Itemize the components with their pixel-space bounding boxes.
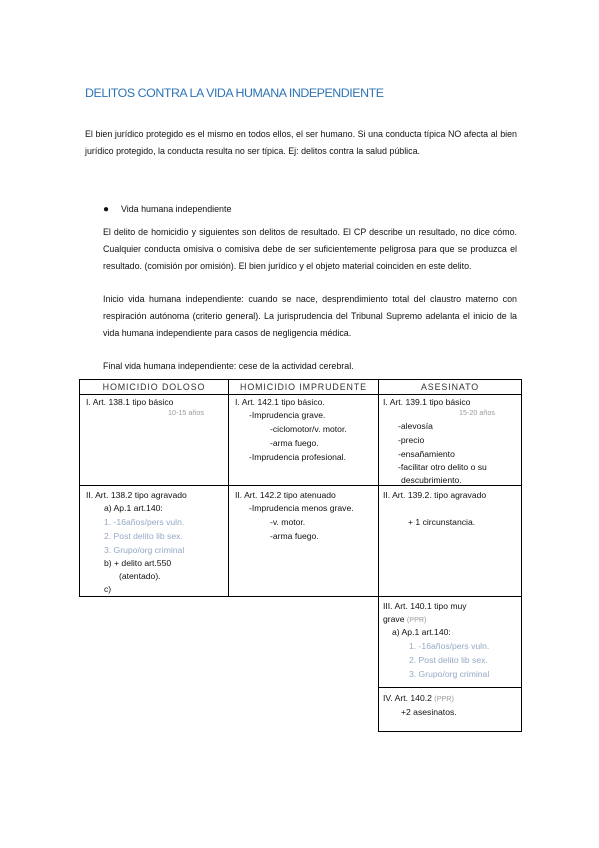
art-1402-label: IV. Art. 140.2 xyxy=(383,693,432,703)
asesinato-basico-line: descubrimiento. xyxy=(401,475,462,485)
header-homicidio-imprudente: HOMICIDIO IMPRUDENTE xyxy=(240,382,367,392)
doloso-agravado-item: 2. Post delito lib sex. xyxy=(104,531,183,541)
doloso-agravado-item: 1. -16años/pers vuln. xyxy=(104,517,185,527)
imprudente-atenuado-title: II. Art. 142.2 tipo atenuado xyxy=(235,490,336,500)
doloso-agravado-title: II. Art. 138.2 tipo agravado xyxy=(86,490,187,500)
table-line xyxy=(378,379,379,731)
header-homicidio-doloso: HOMICIDIO DOLOSO xyxy=(102,382,206,392)
asesinato-basico-line: -facilitar otro delito o su xyxy=(398,462,487,472)
paragraph-inicio: Inicio vida humana independiente: cuando se nace, desprendimiento total del claustro materno con respiración autónoma (criterio general). La jurisprudencia del Tribunal Supremo adelanta el inicio de la vida humana independiente para casos de negligencia médica. xyxy=(103,294,517,338)
doloso-basico-title: I. Art. 138.1 tipo básico xyxy=(86,397,174,407)
asesinato-basico-title: I. Art. 139.1 tipo básico xyxy=(383,397,471,407)
asesinato-muy-grave-item: 3. Grupo/org criminal xyxy=(409,669,490,679)
doloso-agravado-b: b) + delito art.550 xyxy=(104,558,172,568)
imprudente-atenuado-line: -arma fuego. xyxy=(270,531,319,541)
asesinato-basico-range: 15-20 años xyxy=(459,408,495,417)
intro-paragraph: El bien jurídico protegido es el mismo en todos ellos, el ser humano. Si una conducta típica NO afecta al bien jurídico protegido, la conducta resulta no ser típica. Ej: delitos contra la salud pública. xyxy=(85,129,517,156)
header-asesinato: ASESINATO xyxy=(420,382,480,392)
asesinato-muy-grave-item: 2. Post delito lib sex. xyxy=(409,655,488,665)
table-line xyxy=(228,379,229,596)
asesinato-agravado-title: II. Art. 139.2. tipo agravado xyxy=(383,490,487,500)
asesinato-muy-grave-title-cont xyxy=(383,613,426,627)
imprudente-atenuado-line: -v. motor. xyxy=(270,517,306,527)
asesinato-1402-title xyxy=(383,692,454,706)
asesinato-1402-line: +2 asesinatos. xyxy=(401,707,457,717)
table-line xyxy=(79,379,80,596)
asesinato-muy-grave-item: 1. -16años/pers vuln. xyxy=(409,641,490,651)
doloso-agravado-a: a) Ap.1 art.140: xyxy=(104,503,163,513)
paragraph-resultado: El delito de homicidio y siguientes son delitos de resultado. El CP describe un resultado, no dice cómo. Cualquier conducta omisiva o comisiva debe de ser suficientemente peligrosa para que se produzca el resultado. (comisión por omisión). El bien jurídico y el objeto material coinciden en este delito. xyxy=(103,227,517,271)
table-line xyxy=(79,394,522,395)
asesinato-muy-grave-title: III. Art. 140.1 tipo muy xyxy=(383,601,467,611)
doloso-basico-range: 10-15 años xyxy=(168,408,204,417)
imprudente-basico-line: -Imprudencia profesional. xyxy=(249,452,346,462)
asesinato-basico-line: -precio xyxy=(398,435,425,445)
asesinato-agravado-line: + 1 circunstancia. xyxy=(408,517,476,527)
imprudente-basico-line: -arma fuego. xyxy=(270,438,319,448)
table-line xyxy=(521,379,522,731)
doloso-agravado-b-cont: (atentado). xyxy=(119,571,161,581)
imprudente-basico-line: -ciclomotor/v. motor. xyxy=(270,424,347,434)
table-line xyxy=(79,596,522,597)
paragraph-final: Final vida humana independiente: cese de la actividad cerebral. xyxy=(103,361,354,371)
bullet-label: Vida humana independiente xyxy=(121,204,232,214)
asesinato-basico-line: -ensañamiento xyxy=(398,449,455,459)
bullet-icon: ● xyxy=(103,204,110,215)
imprudente-basico-title: I. Art. 142.1 tipo básico. xyxy=(235,397,325,407)
imprudente-basico-line: -Imprudencia grave. xyxy=(249,410,326,420)
table-line xyxy=(378,731,522,732)
asesinato-muy-grave-a: a) Ap.1 art.140: xyxy=(392,627,451,637)
ppr-label: (PPR) xyxy=(434,694,454,703)
asesinato-basico-line: -alevosía xyxy=(398,421,433,431)
doloso-agravado-c: c) xyxy=(104,584,112,594)
muy-grave-label: grave xyxy=(383,614,405,624)
table-line xyxy=(79,379,522,380)
table-line xyxy=(378,687,522,688)
ppr-label: (PPR) xyxy=(406,615,427,624)
doloso-agravado-item: 3. Grupo/org criminal xyxy=(104,545,185,555)
document-title: DELITOS CONTRA LA VIDA HUMANA INDEPENDIENTE xyxy=(85,86,384,100)
imprudente-atenuado-line: -Imprudencia menos grave. xyxy=(249,503,354,513)
